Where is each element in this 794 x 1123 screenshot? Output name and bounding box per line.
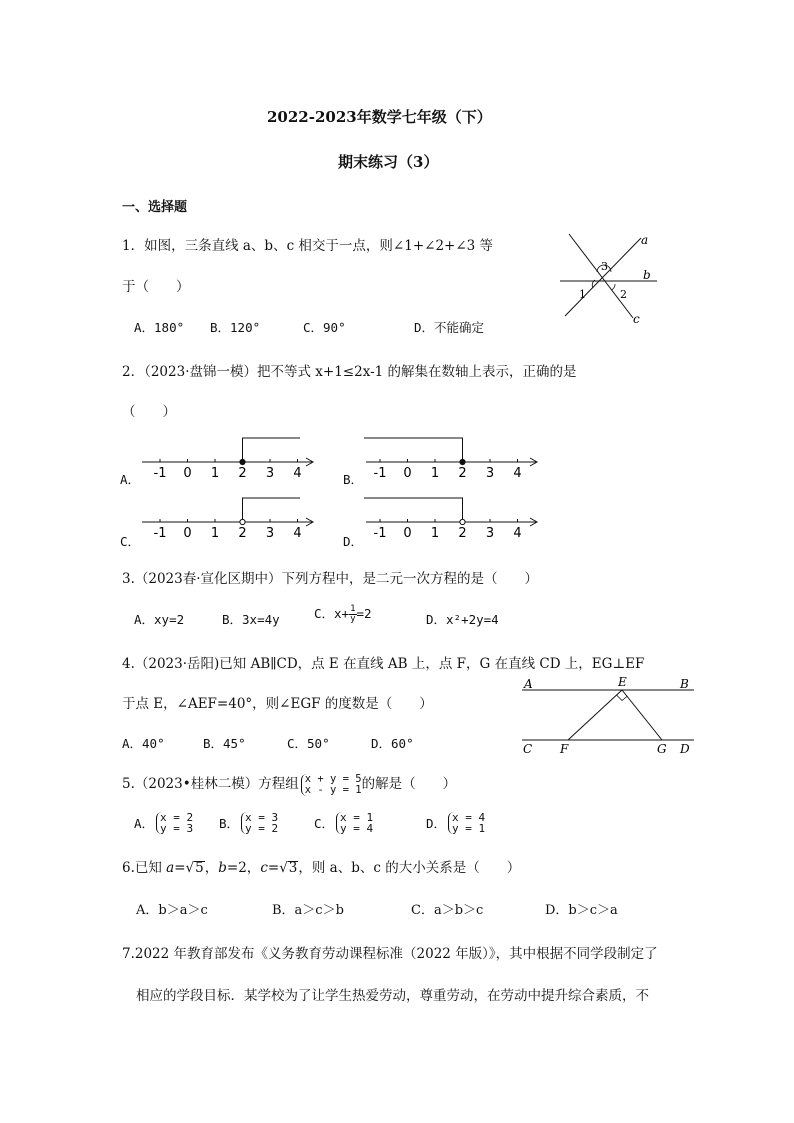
tick-label: 0	[183, 466, 192, 480]
label-point-a: A	[524, 677, 533, 691]
q2-number-line-d	[364, 492, 544, 540]
q3-option-c	[314, 604, 372, 624]
label-3: 3	[601, 260, 608, 273]
q5-option-a	[134, 812, 193, 834]
segment-ef	[568, 690, 622, 740]
q4-option-d: D．60°	[371, 736, 414, 751]
tick-label: 0	[183, 526, 192, 540]
option-label: B．	[219, 816, 240, 831]
tick-label: 2	[458, 526, 467, 540]
open-dot	[460, 519, 465, 524]
sqrt-3: √3	[279, 860, 298, 876]
label-2: 2	[620, 288, 627, 301]
q1-line-1: 1．如图，三条直线 a、b、c 相交于一点，则∠1+∠2+∠3 等	[122, 238, 494, 254]
option-row-2: y = 3	[160, 822, 194, 835]
label-b: b	[643, 268, 651, 282]
q6-stem	[122, 856, 520, 876]
q7-line-1: 7.2022 年教育部发布《义务教育劳动课程标准（2022 年版）》，其中根据不同学段制定了	[122, 946, 658, 962]
label-point-f: F	[560, 742, 569, 756]
fraction-denominator: y	[350, 614, 356, 624]
q6-option-d: D．b＞c＞a	[545, 903, 618, 918]
q2-number-line-b	[364, 432, 544, 480]
line-a	[565, 238, 641, 316]
solution-ray	[243, 438, 301, 462]
q6-stem-prefix: 6.已知	[122, 860, 167, 876]
solution-ray	[364, 438, 463, 462]
q1-option-b: B．120°	[210, 320, 261, 335]
q6-option-a: A．b＞a＞c	[136, 903, 208, 918]
tick-label: 3	[265, 466, 275, 480]
tick-label: 0	[403, 526, 412, 540]
q2-option-b-label: B．	[343, 472, 364, 487]
tick-label: 1	[430, 466, 440, 480]
q1-line-2: 于（ ）	[122, 279, 190, 295]
q4-line-2: 于点 E，∠AEF=40°，则∠EGF 的度数是（ ）	[122, 696, 433, 712]
solution-ray	[364, 498, 463, 522]
q3-option-c-suffix: =2	[356, 606, 372, 621]
q1-option-a: A．180°	[134, 320, 185, 335]
line-c	[569, 234, 633, 318]
q2-option-a-label: A．	[120, 472, 141, 487]
tick-label: -1	[153, 526, 167, 540]
q2-option-c-label: C．	[120, 534, 141, 549]
solution-ray	[243, 498, 301, 522]
q3-option-c-prefix: C．x+	[314, 606, 350, 621]
q5-stem-suffix: 的解是（ ）	[361, 776, 457, 792]
q3-line-1: 3.（2023春·宣化区期中）下列方程中，是二元一次方程的是（ ）	[122, 571, 539, 587]
closed-dot	[460, 459, 465, 464]
equals: =	[174, 860, 186, 876]
q7-line-2: 相应的学段目标．某学校为了让学生热爱劳动，尊重劳动，在劳动中提升综合素质，不	[136, 988, 649, 1004]
option-system	[241, 812, 278, 834]
q6-option-b: B．a＞c＞b	[272, 903, 344, 918]
label-1: 1	[579, 288, 586, 301]
option-row-2: y = 1	[452, 822, 486, 835]
tick-label: 1	[210, 466, 220, 480]
tick-label: -1	[373, 526, 387, 540]
segment-eg	[622, 690, 662, 740]
q1-option-c: C．90°	[303, 320, 346, 335]
q4-line-1: 4.（2023·岳阳)已知 AB∥CD，点 E 在直线 AB 上，点 F，G 在直线 CD 上，EG⊥EF	[122, 656, 645, 672]
sqrt-5: √5	[185, 860, 204, 876]
tick-label: 0	[403, 466, 412, 480]
option-row-1: x = 2	[160, 811, 194, 824]
option-row-1: x = 3	[245, 811, 279, 824]
q3-option-a: A．xy=2	[134, 612, 185, 627]
open-dot	[240, 519, 245, 524]
q2-number-line-a	[140, 432, 320, 480]
tick-label: 4	[293, 526, 302, 540]
q5-stem	[122, 772, 456, 796]
tick-label: 3	[485, 526, 495, 540]
option-label: C．	[314, 816, 335, 831]
option-row-2: y = 2	[245, 822, 279, 835]
tick-label: 2	[238, 526, 247, 540]
tick-label: 3	[485, 466, 495, 480]
tick-label: 2	[458, 466, 467, 480]
label-point-c: C	[523, 742, 533, 756]
option-label: D．	[426, 816, 447, 831]
label-point-d: D	[680, 742, 690, 756]
q1-three-lines-figure	[555, 228, 665, 328]
label-point-b: B	[680, 677, 689, 691]
tick-label: 4	[293, 466, 302, 480]
option-label: A．	[134, 816, 155, 831]
q5-option-d	[426, 812, 485, 834]
q6-stem-suffix: ，则 a、b、c 的大小关系是（ ）	[298, 860, 521, 876]
section-heading-choice: 一、选择题	[122, 200, 188, 215]
label-a: a	[641, 233, 649, 247]
fraction-numerator: 1	[350, 604, 356, 614]
tick-label: 2	[238, 466, 247, 480]
tick-label: 1	[210, 526, 220, 540]
q2-line-2: （ ）	[122, 404, 176, 420]
option-row-2: y = 4	[340, 822, 374, 835]
tick-label: -1	[373, 466, 387, 480]
closed-dot	[240, 459, 245, 464]
option-system	[448, 812, 485, 834]
q1-option-d: D．不能确定	[414, 320, 485, 335]
tick-label: 1	[430, 526, 440, 540]
equals-two: =2，	[226, 860, 261, 876]
equals: =	[267, 860, 280, 876]
q5-option-b	[219, 812, 278, 834]
right-angle-mark	[617, 695, 628, 701]
option-system	[336, 812, 373, 834]
var-b: b	[218, 860, 227, 876]
radicand: 3	[288, 860, 298, 876]
tick-label: -1	[153, 466, 167, 480]
title-line-1: 2022-2023年数学七年级（下）	[267, 108, 492, 126]
q2-number-line-c	[140, 492, 320, 540]
q4-option-b: B．45°	[203, 736, 246, 751]
option-row-1: x = 4	[452, 811, 486, 824]
label-c: c	[633, 312, 640, 326]
tick-label: 3	[265, 526, 275, 540]
q3-option-c-fraction	[349, 605, 356, 624]
label-point-e: E	[618, 675, 627, 689]
q2-option-d-label: D．	[343, 534, 364, 549]
q5-equation-2: x - y = 1	[304, 783, 362, 796]
comma: ，	[204, 860, 219, 876]
var-a: a	[166, 860, 175, 876]
q6-option-c: C．a＞b＞c	[411, 903, 484, 918]
q4-parallel-lines-figure	[518, 674, 698, 758]
option-row-1: x = 1	[340, 811, 374, 824]
q4-option-a: A．40°	[122, 736, 165, 751]
label-point-g: G	[657, 742, 667, 756]
q5-stem-prefix: 5.（2023•桂林二模）方程组	[122, 776, 299, 792]
tick-label: 4	[513, 526, 522, 540]
option-system	[156, 812, 193, 834]
radicand: 5	[195, 860, 204, 876]
q4-option-c: C．50°	[287, 736, 330, 751]
title-line-2: 期末练习（3）	[338, 153, 439, 171]
q2-line-1: 2．（2023·盘锦一模）把不等式 x+1≤2x-1 的解集在数轴上表示，正确的是	[122, 364, 577, 380]
tick-label: 4	[513, 466, 522, 480]
q5-equation-1: x + y = 5	[304, 772, 362, 785]
q3-option-d: D．x²+2y=4	[426, 612, 499, 627]
q5-equation-system	[301, 774, 362, 796]
q5-option-c	[314, 812, 373, 834]
q3-option-b: B．3x=4y	[222, 612, 280, 627]
var-c: c	[260, 860, 268, 876]
